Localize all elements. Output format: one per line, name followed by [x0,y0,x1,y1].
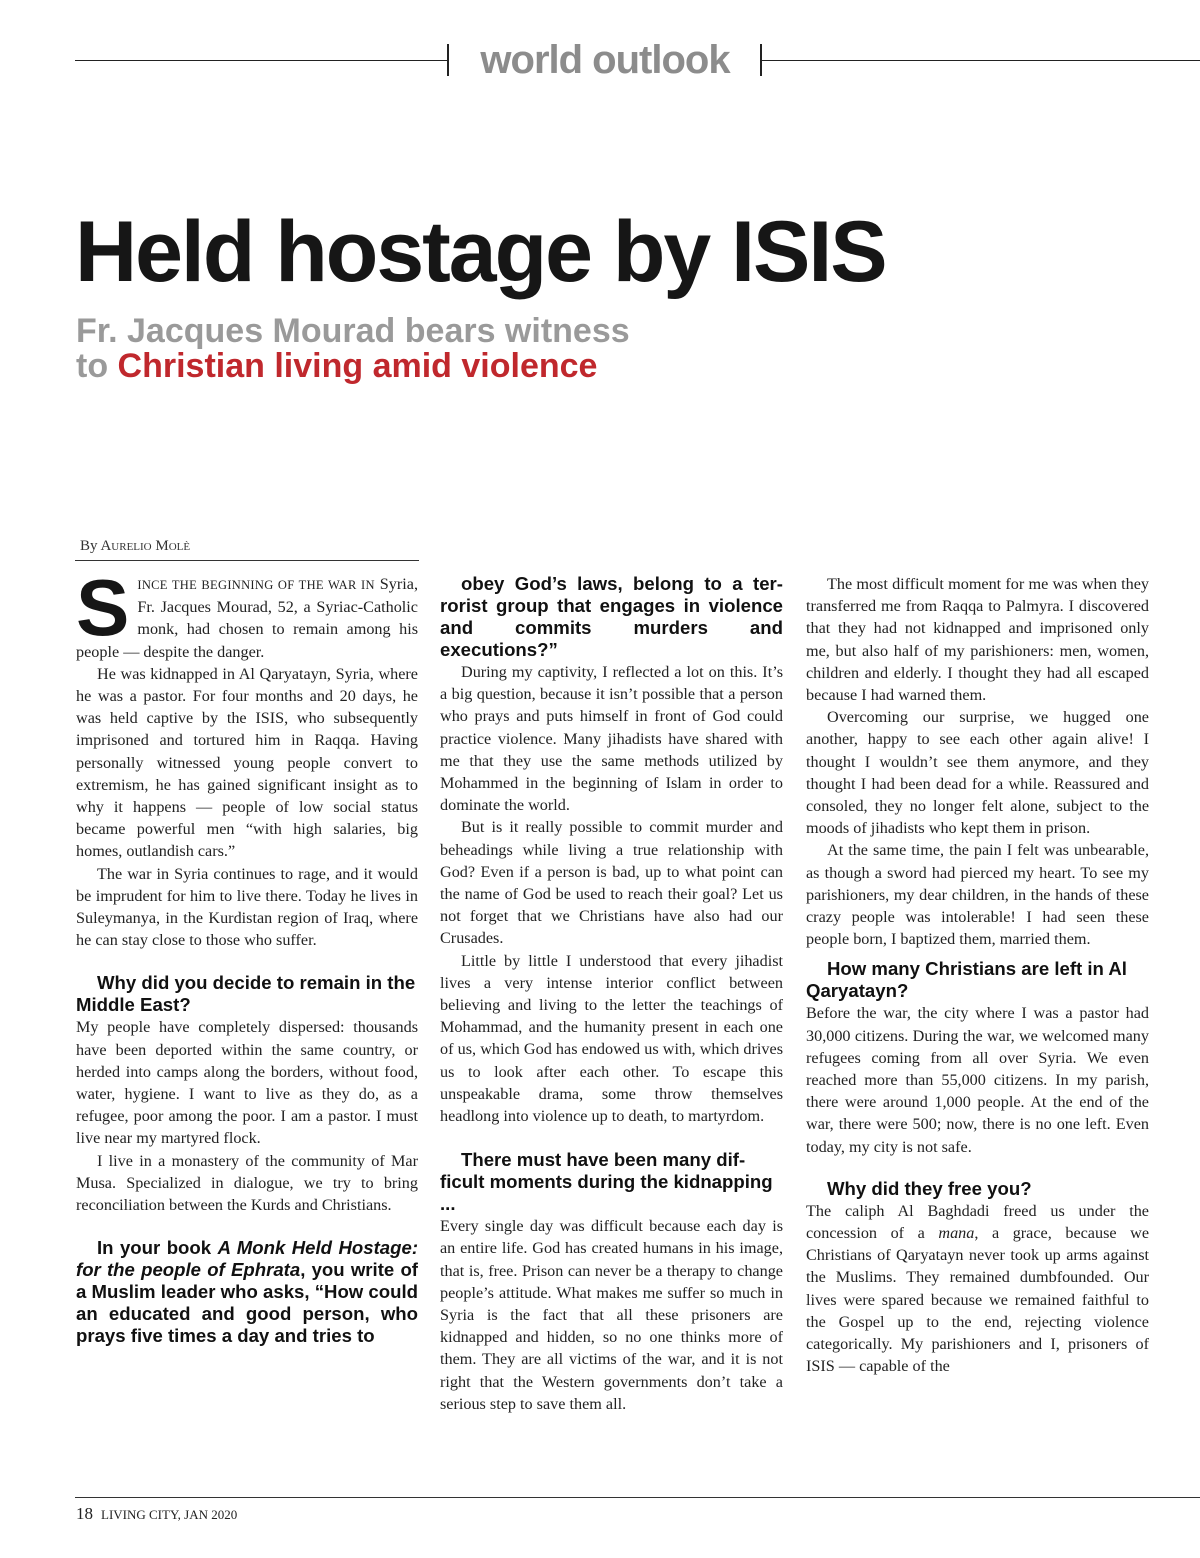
article-subtitle [76,314,976,384]
page-number: 18 [76,1504,93,1523]
subtitle-accent: Christian living amid violence [117,347,598,385]
section-label: world outlook [480,38,730,82]
lead-smallcaps: INCE THE BEGINNING OF THE WAR IN [137,578,375,592]
column-1 [76,563,419,1347]
answer-rest: , a grace, because we Christians of Qaryatayn never took up arms against the Muslims. They remained dumbfounded. Our lives were spared because we remained faithful to the Gospel up to the end, rejecting violence categorically. My parishioners and I, prisoners of ISIS — capable of the [806,1224,1150,1376]
paragraph: But is it really possible to commit murder and beheadings while living a true relationship with God? Even if a person is bad, up to what point can the name of God be used to reach their goal? Let us not forget that we Christians have also had our Crusades. [440,818,783,948]
byline-rule [75,560,419,561]
question-heading: How many Christians are left in Al Qaryatayn? [806,958,1127,1002]
byline [80,538,190,555]
article-headline: Held hostage by ISIS [75,204,886,300]
answer-start: The caliph Al Baghdadi freed us under the concession of a [806,1201,1149,1243]
publication-info: LIVING CITY, JAN 2020 [101,1507,238,1522]
section-rule-right [762,60,1200,61]
question-heading: There must have been many difficult moments during the kidnapping ... [440,1149,773,1215]
subtitle-prefix: to [76,347,109,385]
page-footer [76,1504,237,1524]
answer-paragraph [806,1200,1149,1378]
column-3 [806,573,1149,1378]
paragraph: Little by little I understood that every jihadist lives a very intense interior conflict between believing and living to the letter the teachings of Mohammad, and the humanity present in each one of us, which God has endowed us with, which drives us to look after each other. To escape this unspeakable drama, some throw themselves headlong into violence up to death, to martyrdom. [440,951,783,1126]
question-heading [76,1237,418,1347]
paragraph: He was kidnapped in Al Qaryatayn, Syria, where he was a pastor. For four months and 20 days, he was held captive by the ISIS, who subsequently imprisoned and tortured him in Raqqa. Having personally witnessed young people convert to extremism, he has gained significant insight as to why it happens — people of low social status became powerful men “with high salaries, big homes, outlandish cars.” [76,664,418,861]
question-rest: , you write of a Muslim leader who asks, “How could an educated and good person, who prays five times a day and tries to [76,1259,419,1347]
book-title: A Monk Held Hostage: for the people of Ephrata [76,1237,419,1281]
answer-paragraph: Before the war, the city where I was a pastor had 30,000 citizens. During the war, we welcomed many refugees coming from all over Syria. We even reached more than 55,000 citizens. In my parish, there were around 1,000 people. At the end of the war, there were 500; now, there is no one left. Even today, my city is not safe. [806,1004,1149,1156]
paragraph: The war in Syria continues to rage, and it would be imprudent for him to live there. Today he lives in Suleymanya, in the Kurdistan region of Iraq, where he can stay close to those who suffer. [76,864,418,950]
footer-rule [75,1497,1200,1498]
paragraph: The most difficult moment for me was when they transferred me from Raqqa to Palmyra. I discovered that they had not kidnapped and imprisoned only me, but also half of my parishioners: men, women, children and elderly. I thought they had all escaped because I had warned them. [806,575,1149,705]
paragraph: During my captivity, I reflected a lot on this. It’s a big question, because it isn’t possible that a person who prays and puts himself in front of God could practice violence. Many jihadists have shared with me that they use the same methods utilized by Mohammed in the beginning of Islam in order to dominate the world. [440,663,783,815]
paragraph: I live in a monastery of the community of Mar Musa. Specialized in dialogue, we try to bring reconciliation between the Kurds and Christians. [76,1151,418,1215]
dropcap: S [76,563,130,652]
paragraph: Overcoming our surprise, we hugged one another, happy to see each other again alive! I thought I wouldn’t see them anymore, and they thought I had been dead for a while. Reassured and consoled, they no longer felt alone, subject to the moods of jihadists who kept them in prison. [806,708,1149,838]
subtitle-line2 [76,349,976,384]
column-2 [440,573,783,1415]
byline-author: AURELIO MOLÈ [100,538,191,554]
question-heading-continued: obey God’s laws, belong to a terrorist group that engages in violence and commits murders and executions?” [440,573,783,660]
section-tick-left [447,44,449,76]
question-heading: Why did you decide to remain in the Middle East? [76,972,416,1016]
paragraph: At the same time, the pain I felt was unbearable, as though a sword had pierced my heart. To see my parishioners, my dear children, in the hands of these crazy people was intolerable! I had seen these people born, I baptized them, married them. [806,841,1149,949]
answer-paragraph: My people have completely dispersed: thousands have been deported within the same country, or herded into camps along the borders, without food, water, hygiene. I want to live as they do, as a refugee, poor among the poor. I am a pastor. I must live near my martyred flock. [76,1018,418,1148]
section-rule-left [75,60,447,61]
answer-paragraph: Every single day was difficult because each day is an entire life. God has created humans in his image, that is, free. Prison can never be a therapy to change people’s attitude. What makes me suffer so much in Syria is the fact that all these prisoners are kidnapped and hidden, so no one thinks more of them. They are all victims of the war, and it is not right that the Western governments don’t take a serious step to save them all. [440,1217,783,1413]
byline-by: By [80,538,98,554]
subtitle-line1: Fr. Jacques Mourad bears witness [76,312,630,350]
question-start: In your book [97,1237,212,1259]
lead-paragraph [76,563,418,663]
question-heading: Why did they free you? [827,1177,1032,1199]
answer-italic: mana [938,1224,975,1243]
lead-rest: Syria, Fr. Jacques Mourad, 52, a Syriac-Catholic monk, had chosen to remain among his people — despite the danger. [76,575,418,661]
